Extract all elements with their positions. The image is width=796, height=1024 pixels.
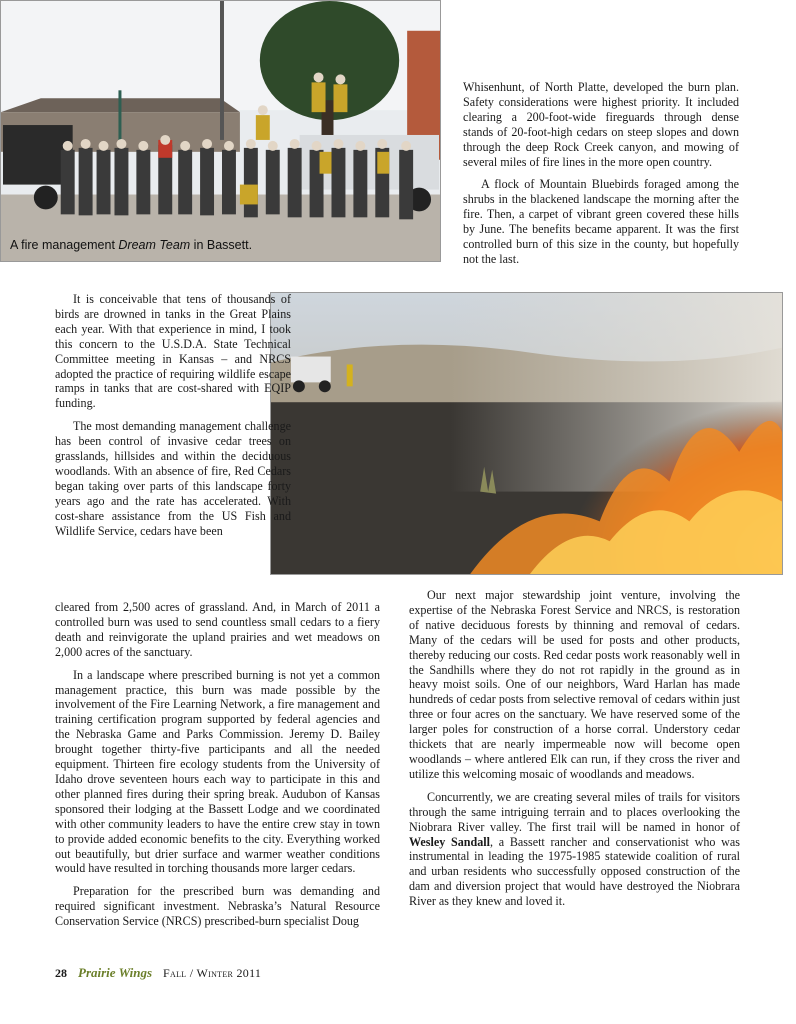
paragraph: Whisenhunt, of North Platte, developed the burn plan. Safety considerations were highest priority. It included clearing a 200-foot-wide fireguards through dense stands of 20-foot-high cedars on steep slopes and down through the deep Rock Creek canyon, and mowing of several miles of fire lines in the more open country. (463, 80, 739, 169)
right-column-bottom (409, 588, 740, 917)
fire-crew-photo (0, 0, 441, 262)
paragraph: Preparation for the prescribed burn was demanding and required significant investment. Nebraska’s Natural Resource Conservation Service (NRCS) prescribed-burn specialist Doug (55, 884, 380, 929)
paragraph: Our next major stewardship joint venture, involving the expertise of the Nebraska Forest Service and NRCS, is restoration of native deciduous forests by thinning and removal of cedars. Many of the cedars will be used for posts and other products, thereby reducing our costs. Red cedar posts work reasonably well in the Sandhills where they do not rot rapidly in the ground as in heavy moist soils. One of our neighbors, Ward Harlan has made hundreds of cedar posts from selective removal of cedars within just three or four acres on the sanctuary. We have reserved some of the larger poles for construction of a horse corral. Understory cedar thickets that are nearly impermeable now will become open woodlands – where antlered Elk can run, if they cross the river and utilize this welcoming mosaic of woodlands and meadows. (409, 588, 740, 781)
caption-text: A fire management (10, 238, 119, 252)
page-number: 28 (55, 966, 67, 980)
paragraph: The most demanding management challenge has been control of invasive cedar trees on grasslands, hillsides and within the deciduous woodlands. With an absence of fire, Red Cedars began taking over parts of this landscape forty years ago and the rate has accelerated. With cost-share assistance from the US Fish and Wildlife Service, cedars have been (55, 419, 291, 538)
right-column-top (463, 80, 739, 275)
issue-label: Fall / Winter 2011 (163, 966, 262, 980)
paragraph: A flock of Mountain Bluebirds foraged among the shrubs in the blackened landscape the morning after the fire. Then, a carpet of vibrant green covered these hills by June. The benefits became apparent. It was the first controlled burn of this size in the county, but hopefully not the last. (463, 177, 739, 266)
paragraph (409, 790, 740, 909)
left-column-narrow (55, 292, 291, 539)
paragraph: It is conceivable that tens of thousands of birds are drowned in tanks in the Great Plains each year. With that experience in mind, I took this concern to the U.S.D.A. State Technical Committee meeting in Kansas – and NRCS adopted the practice of requiring wildlife escape ramps in tanks that are cost-shared with EQIP funding. (55, 292, 291, 411)
magazine-title: Prairie Wings (78, 965, 153, 980)
caption-suffix: in Bassett. (190, 238, 253, 252)
paragraph: cleared from 2,500 acres of grassland. And, in March of 2011 a controlled burn was used to send countless small cedars to a fiery death and reinvigorate the upland prairies and wet meadows on 2,000 acres of the sanctuary. (55, 600, 380, 659)
photo-caption (10, 238, 252, 252)
prescribed-burn-photo (270, 292, 783, 575)
paragraph: In a landscape where prescribed burning is not yet a common management practice, this burn was made possible by the involvement of the Fire Learning Network, a fire management and training certification program supported by federal agencies and the Nebraska Game and Parks Commission. Jeremy D. Bailey brought together thirty-five participants and all the needed equipment. Thirteen fire ecology students from the University of Idaho drove seventeen hours each way to participate in this and other planned fires during their spring break. Audubon of Kansas sponsored their lodging at the Bassett Lodge and we coordinated with other community leaders to have the entire crew stay in town to provide added economic benefits to the city. Everything worked out beautifully, but drier surface and warmer weather conditions would have resulted in torching thousands more larger cedars. (55, 667, 380, 876)
paragraph-text: , a Bassett rancher and conservationist who was instrumental in leading the 1975-1985 statewide coalition of rural and urban residents who successfully opposed construction of the dam and diversion project that would have destroyed the Niobrara River as they knew and loved it. (409, 834, 740, 909)
caption-italic: Dream Team (118, 238, 191, 252)
left-column (55, 600, 380, 937)
honoree-name: Wesley Sandall (409, 834, 490, 849)
page-footer (55, 965, 261, 981)
paragraph-text: Concurrently, we are creating several miles of trails for visitors through the same intriguing terrain and to places overlooking the Niobrara River valley. The first trail will be named in honor of (409, 789, 740, 834)
